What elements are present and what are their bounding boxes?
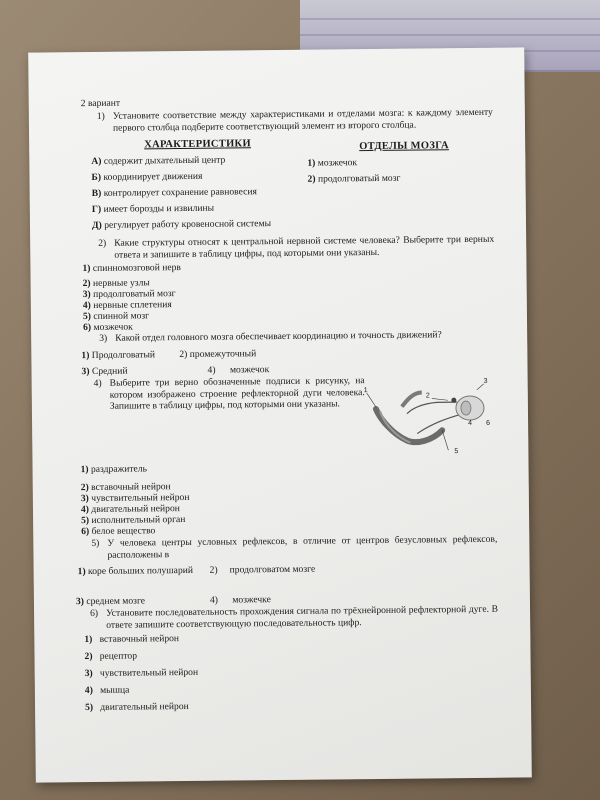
q1-char-g: Г) имеет борозды и извилины <box>91 202 215 215</box>
q2-option-1: 1) спинномозговой нерв <box>82 262 181 275</box>
q3-option-2: 2) промежуточный <box>179 348 257 361</box>
figure-label-6: 6 <box>486 419 491 427</box>
q5-option-3: 3) среднем мозге <box>75 595 146 608</box>
q2-option-5: 5) спинной мозг <box>82 310 150 323</box>
q5-text: У человека центры условных рефлексов, в отличие от центров безусловных рефлексов, расположены в <box>107 533 498 561</box>
q6-option-4: 4) мышца <box>84 684 130 697</box>
q5-option-4: 4) мозжечке <box>209 594 271 606</box>
q4-option-4: 4) двигательный нейрон <box>80 503 180 516</box>
q1-part-1: 1) мозжечок <box>307 157 358 169</box>
figure-label-1: 1 <box>363 387 368 395</box>
reflex-arc-drawing <box>362 378 493 459</box>
figure-label-2: 2 <box>425 392 430 400</box>
worksheet-page <box>28 47 532 782</box>
q2-text: Какие структуры относят к центральной нервной системе человека? Выберите три верных ответа и запишите в таблицу цифры, под которыми они указаны. <box>114 233 495 261</box>
q4-option-2: 2) вставочный нейрон <box>80 481 171 494</box>
q2-option-4: 4) нервные сплетения <box>82 299 172 312</box>
reflex-arc-figure <box>362 378 493 459</box>
q2-number: 2) <box>98 237 107 249</box>
q3-option-3: 3) Средний <box>81 365 128 378</box>
figure-label-3: 3 <box>483 377 488 385</box>
q4-option-6: 6) белое вещество <box>81 525 156 538</box>
q3-text: Какой отдел головного мозга обеспечивает координацию и точность движений? <box>115 329 442 344</box>
q3-option-1: 1) Продолговатый <box>81 349 156 362</box>
q2-option-6: 6) мозжечок <box>83 321 133 334</box>
q6-option-1: 1) вставочный нейрон <box>84 633 180 646</box>
q4-number: 4) <box>93 377 102 389</box>
q4-text: Выберите три верно обозначенные подписи к рисунку, на котором изображено строение рефлекторной дуги человека. Запишите в таблицу цифры, под которыми они указаны. <box>109 375 365 412</box>
q3-number: 3) <box>99 332 108 344</box>
q6-option-5: 5) двигательный нейрон <box>84 700 189 714</box>
q6-text: Установите последовательность прохождения сигнала по трёхнейронной рефлекторной дуге. В ответе запишите соответствующую последовательность цифр. <box>106 603 499 631</box>
q6-option-2: 2) рецептор <box>84 650 138 663</box>
q1-char-v: В) контролирует сохранение равновесия <box>91 186 257 199</box>
q2-option-2: 2) нервные узлы <box>82 277 150 290</box>
q3-option-4: 4) мозжечок <box>207 364 270 376</box>
q4-option-1: 1) раздражитель <box>80 463 148 476</box>
q1-number: 1) <box>96 110 105 122</box>
q1-col1-header: ХАРАКТЕРИСТИКИ <box>144 138 251 151</box>
q2-option-3: 3) продолговатый мозг <box>82 288 176 301</box>
q4-option-5: 5) исполнительный орган <box>81 513 186 527</box>
q1-char-b: Б) координирует движения <box>91 170 203 183</box>
figure-label-4: 4 <box>468 419 473 428</box>
q1-col2-header: ОТДЕЛЫ МОЗГА <box>359 140 449 153</box>
q5-number: 5) <box>91 537 100 549</box>
q6-number: 6) <box>90 607 99 619</box>
q4-option-3: 3) чувствительный нейрон <box>80 491 190 505</box>
q5-option-1: 1) коре больших полушарий <box>77 564 194 578</box>
figure-label-5: 5 <box>454 448 459 456</box>
q1-part-2: 2) продолговатый мозг <box>307 172 401 185</box>
q5-option-2: 2) продолговатом мозге <box>209 563 316 576</box>
q1-char-a: А) содержит дыхательный центр <box>91 154 226 167</box>
q1-char-d: Д) регулирует работу кровеносной системы <box>91 218 272 231</box>
variant-label: 2 вариант <box>80 97 121 110</box>
q6-option-3: 3) чувствительный нейрон <box>84 666 199 680</box>
q1-text: Установите соответствие между характеристиками и отделами мозга: к каждому элементу первого столбца подберите соответствующий элемент из второго столбца. <box>112 106 493 134</box>
